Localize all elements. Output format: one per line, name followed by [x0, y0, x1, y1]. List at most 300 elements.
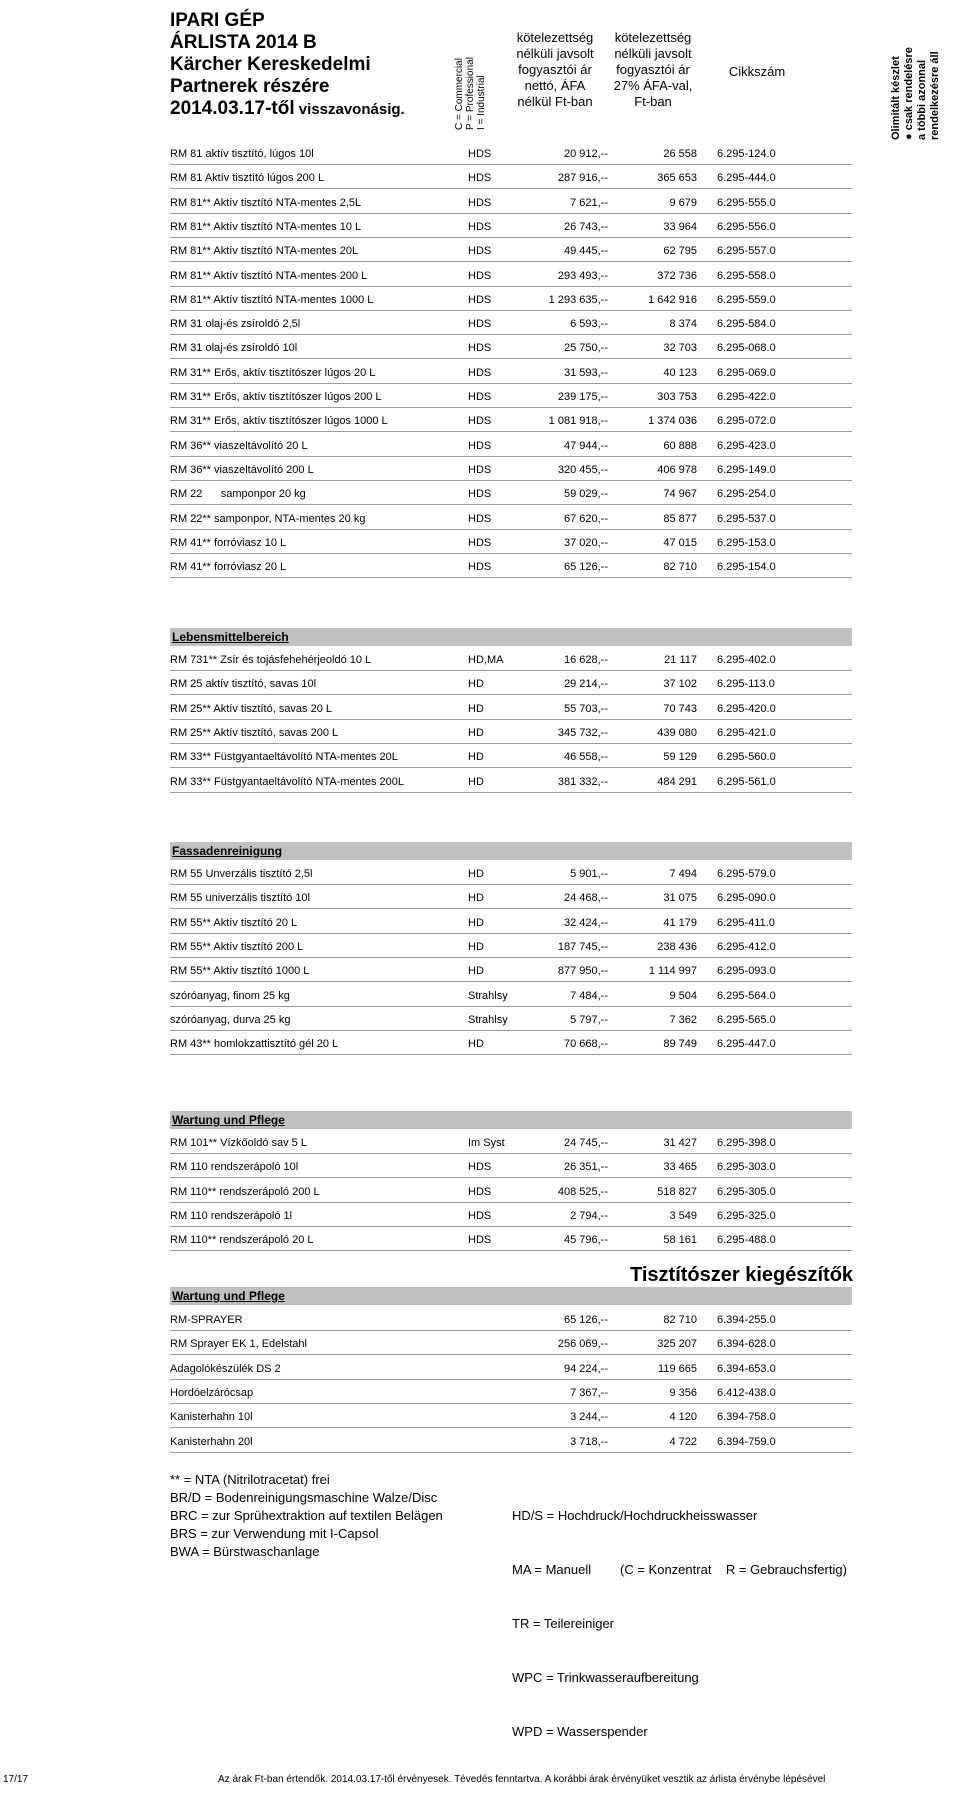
item-code: 6.295-537.0	[717, 512, 776, 525]
item-code: 6.295-556.0	[717, 220, 776, 233]
product-name: Adagolókészülék DS 2	[170, 1362, 281, 1375]
product-name: Kanisterhahn 10l	[170, 1411, 253, 1424]
net-price: 26 351,--	[563, 1161, 608, 1174]
net-price: 6 593,--	[570, 318, 608, 331]
net-price: 239 175,--	[557, 391, 608, 403]
product-category: HDS	[468, 245, 492, 258]
item-code: 6.295-069.0	[717, 366, 776, 379]
gross-price: 37 102	[663, 678, 697, 691]
net-price: 5 901,--	[570, 868, 608, 880]
product-row	[170, 913, 852, 934]
gross-price: 4 722	[669, 1435, 697, 1448]
item-code: 6.295-149.0	[717, 463, 776, 476]
section-header	[170, 842, 852, 860]
net-price: 31 593,--	[563, 366, 608, 379]
gross-price: 303 753	[657, 391, 697, 403]
product-row	[170, 888, 852, 909]
gross-price: 31 427	[663, 1137, 697, 1149]
gross-price: 439 080	[657, 726, 697, 739]
legend-item: WPC = Trinkwasseraufbereitung	[512, 1670, 699, 1685]
gross-price: 62 795	[663, 245, 697, 258]
net-price: 408 525,--	[557, 1185, 608, 1198]
product-name: RM 81** Aktív tisztító NTA-mentes 1000 L	[170, 293, 374, 306]
product-category: HDS	[468, 366, 492, 379]
product-name: RM 33** Füstgyantaeltávolító NTA-mentes 200L	[170, 775, 404, 788]
gross-price: 74 967	[663, 488, 697, 501]
net-price: 3 244,--	[570, 1411, 608, 1424]
item-code: 6.394-628.0	[717, 1338, 776, 1351]
item-code: 6.295-398.0	[717, 1137, 776, 1149]
legend-item: ** = NTA (Nitrilotracetat) frei	[170, 1472, 330, 1487]
net-price-header	[505, 30, 605, 110]
net-price: 7 484,--	[570, 989, 608, 1002]
product-name: RM 731** Zsír és tojásfehehérjeoldó 10 L	[170, 654, 372, 666]
gross-price: 1 374 036	[648, 415, 697, 428]
item-code: 6.295-421.0	[717, 726, 776, 739]
net-price: 25 750,--	[563, 342, 608, 355]
net-price: 24 745,--	[563, 1137, 608, 1149]
header-line: nélküli javsolt	[516, 46, 594, 61]
product-category: HDS	[468, 318, 492, 331]
product-category: Strahlsy	[468, 1013, 508, 1026]
header-line: nélküli javsolt	[614, 46, 692, 61]
net-price: 20 912,--	[563, 148, 608, 160]
net-price: 16 628,--	[563, 654, 608, 666]
net-price: 345 732,--	[557, 726, 608, 739]
product-row	[170, 1133, 852, 1154]
product-name: szóróanyag, finom 25 kg	[170, 989, 290, 1002]
net-price: 32 424,--	[563, 916, 608, 929]
product-name: RM 81 aktív tisztító, lúgos 10l	[170, 148, 314, 160]
product-category: HD	[468, 678, 484, 691]
product-category: HDS	[468, 269, 492, 282]
item-code: 6.295-325.0	[717, 1209, 776, 1222]
product-row	[170, 484, 852, 505]
product-category: HD	[468, 965, 484, 978]
item-code: 6.295-558.0	[717, 269, 776, 282]
product-row	[170, 144, 852, 165]
section-header	[170, 628, 852, 646]
gross-price: 33 465	[663, 1161, 697, 1174]
net-price: 5 797,--	[570, 1013, 608, 1026]
cpi-line: P = Professional	[465, 57, 476, 130]
gross-price: 372 736	[657, 269, 697, 282]
product-row	[170, 1383, 852, 1404]
header-line: fogyasztói ár	[518, 62, 592, 77]
stock-line: Olimitált készlet	[890, 56, 902, 140]
item-code: 6.295-072.0	[717, 415, 776, 428]
product-name: RM 55** Aktív tisztító 200 L	[170, 940, 304, 953]
net-price: 26 743,--	[563, 220, 608, 233]
stock-line: rendelkezésre áll	[929, 51, 941, 140]
legend-item: BR/D = Bodenreinigungsmaschine Walze/Disc	[170, 1490, 438, 1505]
item-code-header: Cikkszám	[728, 64, 786, 79]
product-name: RM 101** Vízkőoldó sav 5 L	[170, 1137, 307, 1149]
gross-price: 406 978	[657, 463, 697, 476]
header-line: kötelezettség	[516, 30, 594, 45]
product-row	[170, 387, 852, 408]
gross-price: 40 123	[663, 366, 697, 379]
net-price: 7 621,--	[570, 196, 608, 209]
item-code: 6.295-488.0	[717, 1234, 776, 1247]
product-name: RM 22 samponpor 20 kg	[170, 488, 306, 501]
product-row	[170, 460, 852, 481]
item-code: 6.295-564.0	[717, 989, 776, 1002]
product-category: HDS	[468, 415, 492, 428]
product-category: HDS	[468, 536, 492, 549]
net-price: 287 916,--	[557, 172, 608, 185]
product-name: RM 31 olaj-és zsíroldó 2,5l	[170, 318, 301, 331]
product-category: HDS	[468, 293, 492, 306]
section-title: Wartung und Pflege	[172, 1113, 285, 1127]
net-price: 47 944,--	[563, 439, 608, 452]
product-name: RM 31** Erős, aktív tisztítószer lúgos 1000 L	[170, 415, 388, 428]
product-name: RM 31 olaj-és zsíroldó 10l	[170, 342, 298, 355]
gross-price: 1 642 916	[648, 293, 697, 306]
item-code: 6.295-420.0	[717, 702, 776, 715]
item-code: 6.295-584.0	[717, 318, 776, 331]
product-category: HD	[468, 1038, 484, 1051]
net-price: 59 029,--	[563, 488, 608, 501]
net-price: 94 224,--	[563, 1362, 608, 1375]
gross-price: 325 207	[657, 1338, 697, 1351]
product-category: HDS	[468, 488, 492, 501]
gross-price: 4 120	[669, 1411, 697, 1424]
product-row	[170, 314, 852, 335]
gross-price: 47 015	[663, 536, 697, 549]
gross-price: 21 117	[664, 654, 697, 666]
gross-price: 82 710	[663, 561, 697, 574]
section-header	[170, 1111, 852, 1129]
net-price: 46 558,--	[563, 751, 608, 764]
gross-price: 85 877	[663, 512, 697, 525]
product-name: Hordóelzárócsap	[170, 1386, 254, 1399]
net-price: 49 445,--	[563, 245, 608, 258]
product-row	[170, 533, 852, 554]
gross-price: 82 710	[663, 1314, 697, 1326]
product-row	[170, 1034, 852, 1055]
gross-price: 70 743	[663, 702, 697, 715]
product-name: RM 81 Aktív tisztító lúgos 200 L	[170, 172, 325, 185]
product-row	[170, 266, 852, 287]
net-price: 65 126,--	[563, 1314, 608, 1326]
header-line: 27% ÁFA-val,	[613, 78, 693, 93]
product-row	[170, 363, 852, 384]
legend-right	[512, 1471, 952, 1759]
legend-left	[170, 1471, 500, 1561]
product-name: RM 110** rendszerápoló 20 L	[170, 1234, 314, 1247]
product-name: RM 110** rendszerápoló 200 L	[170, 1185, 320, 1198]
product-row	[170, 168, 852, 189]
product-category: HD,MA	[468, 654, 504, 666]
product-row	[170, 864, 852, 885]
header-line: fogyasztói ár	[616, 62, 690, 77]
product-category: Im Syst	[468, 1137, 505, 1149]
product-name: RM 31** Erős, aktív tisztítószer lúgos 20 L	[170, 366, 376, 379]
product-row	[170, 723, 852, 744]
item-code: 6.394-255.0	[717, 1314, 776, 1326]
item-code: 6.295-423.0	[717, 439, 776, 452]
product-name: Kanisterhahn 20l	[170, 1435, 253, 1448]
product-name: RM 110 rendszerápoló 1l	[170, 1209, 293, 1222]
gross-price: 33 964	[663, 220, 697, 233]
cpi-line: C = Commercial	[454, 58, 465, 130]
item-code: 6.394-653.0	[717, 1362, 776, 1375]
product-row	[170, 961, 852, 982]
product-category: HDS	[468, 196, 492, 209]
product-name: RM 31** Erős, aktív tisztítószer lúgos 200 L	[170, 391, 382, 403]
item-code: 6.295-555.0	[717, 196, 776, 209]
product-name: szóróanyag, durva 25 kg	[170, 1013, 291, 1026]
section-title: Wartung und Pflege	[172, 1289, 285, 1303]
footer-note: Az árak Ft-ban értendők. 2014.03.17-től érvényesek. Tévedés fenntartva. A korábbi árak érvényüket vesztik az árlista érvénybe lépésével	[218, 1774, 826, 1785]
product-row	[170, 1157, 852, 1178]
item-code: 6.295-113.0	[717, 678, 775, 691]
title-line: ÁRLISTA 2014 B	[170, 32, 317, 53]
legend-item: BWA = Bürstwaschanlage	[170, 1544, 320, 1559]
product-row	[170, 241, 852, 262]
product-name: RM 25** Aktív tisztító, savas 200 L	[170, 726, 339, 739]
product-name: RM 43** homlokzattisztító gél 20 L	[170, 1038, 339, 1051]
title-line: IPARI GÉP	[170, 10, 265, 31]
accessories-heading: Tisztítószer kiegészítők	[630, 1264, 854, 1286]
net-price: 29 214,--	[563, 678, 608, 691]
gross-price: 484 291	[657, 775, 697, 788]
gross-price: 1 114 997	[648, 965, 697, 978]
gross-price: 3 549	[669, 1209, 697, 1222]
product-row	[170, 436, 852, 457]
item-code: 6.295-422.0	[717, 391, 776, 403]
price-list-title	[170, 10, 405, 121]
legend-item: TR = Teilereiniger	[512, 1616, 615, 1631]
gross-price: 238 436	[657, 940, 697, 953]
net-price: 7 367,--	[570, 1386, 608, 1399]
product-row	[170, 557, 852, 578]
product-name: RM 81** Aktív tisztító NTA-mentes 20L	[170, 245, 359, 258]
item-code: 6.295-093.0	[717, 965, 776, 978]
product-category: HD	[468, 775, 484, 788]
product-category: HDS	[468, 1161, 492, 1174]
item-code: 6.295-303.0	[717, 1161, 776, 1174]
item-code: 6.295-068.0	[717, 342, 776, 355]
product-category: HD	[468, 751, 484, 764]
product-name: RM 55 Unverzális tisztító 2,5l	[170, 868, 313, 880]
item-code: 6.295-402.0	[717, 654, 776, 666]
item-code: 6.295-560.0	[717, 751, 776, 764]
product-row	[170, 1407, 852, 1428]
net-price: 256 069,--	[557, 1338, 608, 1351]
item-code: 6.295-090.0	[717, 892, 776, 905]
net-price: 37 020,--	[563, 536, 608, 549]
product-row	[170, 1182, 852, 1203]
product-name: RM 36** viaszeltávolító 20 L	[170, 439, 308, 452]
item-code: 6.295-124.0	[717, 148, 776, 160]
product-row	[170, 650, 852, 671]
net-price: 3 718,--	[570, 1435, 608, 1448]
product-row	[170, 1359, 852, 1380]
item-code: 6.295-444.0	[717, 172, 776, 185]
product-row	[170, 411, 852, 432]
legend-item: BRC = zur Sprühextraktion auf textilen Belägen	[170, 1508, 443, 1523]
product-category: HDS	[468, 148, 492, 160]
product-name: RM 81** Aktív tisztító NTA-mentes 10 L	[170, 220, 362, 233]
item-code: 6.295-411.0	[717, 916, 775, 929]
product-category: HD	[468, 916, 484, 929]
item-code: 6.295-154.0	[717, 561, 776, 574]
product-name: RM 110 rendszerápoló 10l	[170, 1161, 299, 1174]
net-price: 24 468,--	[563, 892, 608, 905]
product-name: RM 81** Aktív tisztító NTA-mentes 2,5L	[170, 196, 362, 209]
product-category: HD	[468, 868, 484, 880]
product-row	[170, 338, 852, 359]
product-row	[170, 290, 852, 311]
gross-price: 89 749	[663, 1038, 697, 1051]
item-code: 6.295-153.0	[717, 536, 776, 549]
product-category: HDS	[468, 463, 492, 476]
product-name: RM 36** viaszeltávolító 200 L	[170, 463, 314, 476]
product-category: HDS	[468, 439, 492, 452]
product-name: RM-SPRAYER	[170, 1314, 243, 1326]
legend-item: WPD = Wasserspender	[512, 1724, 648, 1739]
item-code: 6.295-565.0	[717, 1013, 776, 1026]
net-price: 187 745,--	[557, 940, 608, 953]
product-category: HD	[468, 726, 484, 739]
gross-price: 41 179	[663, 916, 697, 929]
product-category: HDS	[468, 220, 492, 233]
title-line: Partnerek részére	[170, 76, 330, 97]
net-price: 877 950,--	[557, 965, 608, 978]
product-row	[170, 699, 852, 720]
validity-rest: visszavonásig.	[294, 101, 405, 118]
section-header	[170, 1287, 852, 1305]
product-row	[170, 772, 852, 793]
cpi-line: I = Industrial	[476, 75, 487, 130]
stock-line: a többi azonnal	[916, 59, 928, 140]
product-category: HDS	[468, 342, 492, 355]
gross-price: 58 161	[663, 1234, 697, 1247]
stock-legend	[890, 32, 960, 142]
header-line: nélkül Ft-ban	[517, 94, 593, 109]
item-code: 6.412-438.0	[717, 1386, 776, 1399]
product-category: HD	[468, 940, 484, 953]
gross-price: 9 504	[669, 989, 697, 1002]
gross-price: 365 653	[657, 172, 697, 185]
product-name: RM 81** Aktív tisztító NTA-mentes 200 L	[170, 269, 368, 282]
gross-price: 26 558	[663, 148, 697, 160]
gross-price: 60 888	[663, 439, 697, 452]
product-row	[170, 1010, 852, 1031]
net-price: 67 620,--	[563, 512, 608, 525]
validity-line	[170, 98, 405, 121]
product-name: RM 33** Füstgyantaeltávolító NTA-mentes 20L	[170, 751, 398, 764]
net-price: 70 668,--	[563, 1038, 608, 1051]
product-category: HD	[468, 702, 484, 715]
product-category: HDS	[468, 1234, 492, 1247]
net-price: 1 293 635,--	[548, 293, 608, 306]
product-name: RM 41** forróviasz 10 L	[170, 536, 287, 549]
gross-price: 32 703	[663, 342, 697, 355]
item-code: 6.394-758.0	[717, 1411, 776, 1424]
item-code: 6.295-559.0	[717, 293, 776, 306]
net-price: 55 703,--	[563, 702, 608, 715]
legend-item: MA = Manuell (C = Konzentrat R = Gebrauchsfertig)	[512, 1562, 847, 1577]
gross-price-header	[603, 30, 703, 110]
net-price: 1 081 918,--	[548, 415, 608, 428]
product-category: HDS	[468, 172, 492, 185]
product-name: RM 25 aktív tisztító, savas 10l	[170, 678, 317, 691]
product-name: RM 22** samponpor, NTA-mentes 20 kg	[170, 512, 366, 525]
product-name: RM Sprayer EK 1, Edelstahl	[170, 1338, 307, 1351]
product-name: RM 55** Aktív tisztító 20 L	[170, 916, 298, 929]
item-code: 6.295-561.0	[717, 775, 776, 788]
product-category: HDS	[468, 1185, 492, 1198]
gross-price: 7 494	[669, 868, 697, 880]
section-title: Fassadenreinigung	[172, 844, 283, 858]
product-row	[170, 509, 852, 530]
net-price: 2 794,--	[570, 1209, 608, 1222]
item-code: 6.295-557.0	[717, 245, 776, 258]
net-price: 381 332,--	[557, 775, 608, 788]
product-category: HD	[468, 892, 484, 905]
product-category: HDS	[468, 1209, 492, 1222]
validity-date: 2014.03.17-től	[170, 98, 295, 119]
product-row	[170, 937, 852, 958]
gross-price: 9 356	[669, 1386, 697, 1399]
gross-price: 59 129	[663, 751, 697, 764]
legend-item: HD/S = Hochdruck/Hochdruckheisswasser	[512, 1508, 758, 1523]
item-code: 6.295-254.0	[717, 488, 776, 501]
gross-price: 7 362	[669, 1013, 697, 1026]
item-code: 6.295-579.0	[717, 868, 776, 880]
item-code: 6.394-759.0	[717, 1435, 776, 1448]
product-name: RM 55** Aktív tisztító 1000 L	[170, 965, 310, 978]
product-name: RM 55 univerzális tisztító 10l	[170, 892, 310, 905]
gross-price: 31 075	[663, 892, 697, 905]
product-row	[170, 1206, 852, 1227]
product-row	[170, 193, 852, 214]
product-row	[170, 1334, 852, 1355]
gross-price: 119 665	[658, 1362, 697, 1375]
net-price: 45 796,--	[563, 1234, 608, 1247]
net-price: 293 493,--	[557, 269, 608, 282]
item-code: 6.295-447.0	[717, 1038, 776, 1051]
gross-price: 8 374	[669, 318, 697, 331]
title-line: Kärcher Kereskedelmi	[170, 54, 371, 75]
header-line: nettó, ÁFA	[524, 78, 586, 93]
product-row	[170, 1310, 852, 1331]
product-category: HDS	[468, 391, 492, 403]
product-row	[170, 1432, 852, 1453]
product-category: Strahlsy	[468, 989, 508, 1002]
gross-price: 518 827	[657, 1185, 697, 1198]
product-row	[170, 674, 852, 695]
product-row	[170, 217, 852, 238]
net-price: 320 455,--	[557, 463, 608, 476]
header-line: Ft-ban	[634, 94, 672, 109]
item-code: 6.295-412.0	[717, 940, 776, 953]
net-price: 65 126,--	[563, 561, 608, 574]
header-line: kötelezettség	[614, 30, 692, 45]
product-name: RM 41** forróviasz 20 L	[170, 561, 287, 574]
legend-item: BRS = zur Verwendung mit I-Capsol	[170, 1526, 379, 1541]
product-category: HDS	[468, 512, 492, 525]
product-row	[170, 747, 852, 768]
item-code: 6.295-305.0	[717, 1185, 776, 1198]
product-row	[170, 1230, 852, 1251]
gross-price: 9 679	[669, 196, 697, 209]
stock-line: ● csak rendelésre	[903, 47, 915, 140]
product-name: RM 25** Aktív tisztító, savas 20 L	[170, 702, 333, 715]
